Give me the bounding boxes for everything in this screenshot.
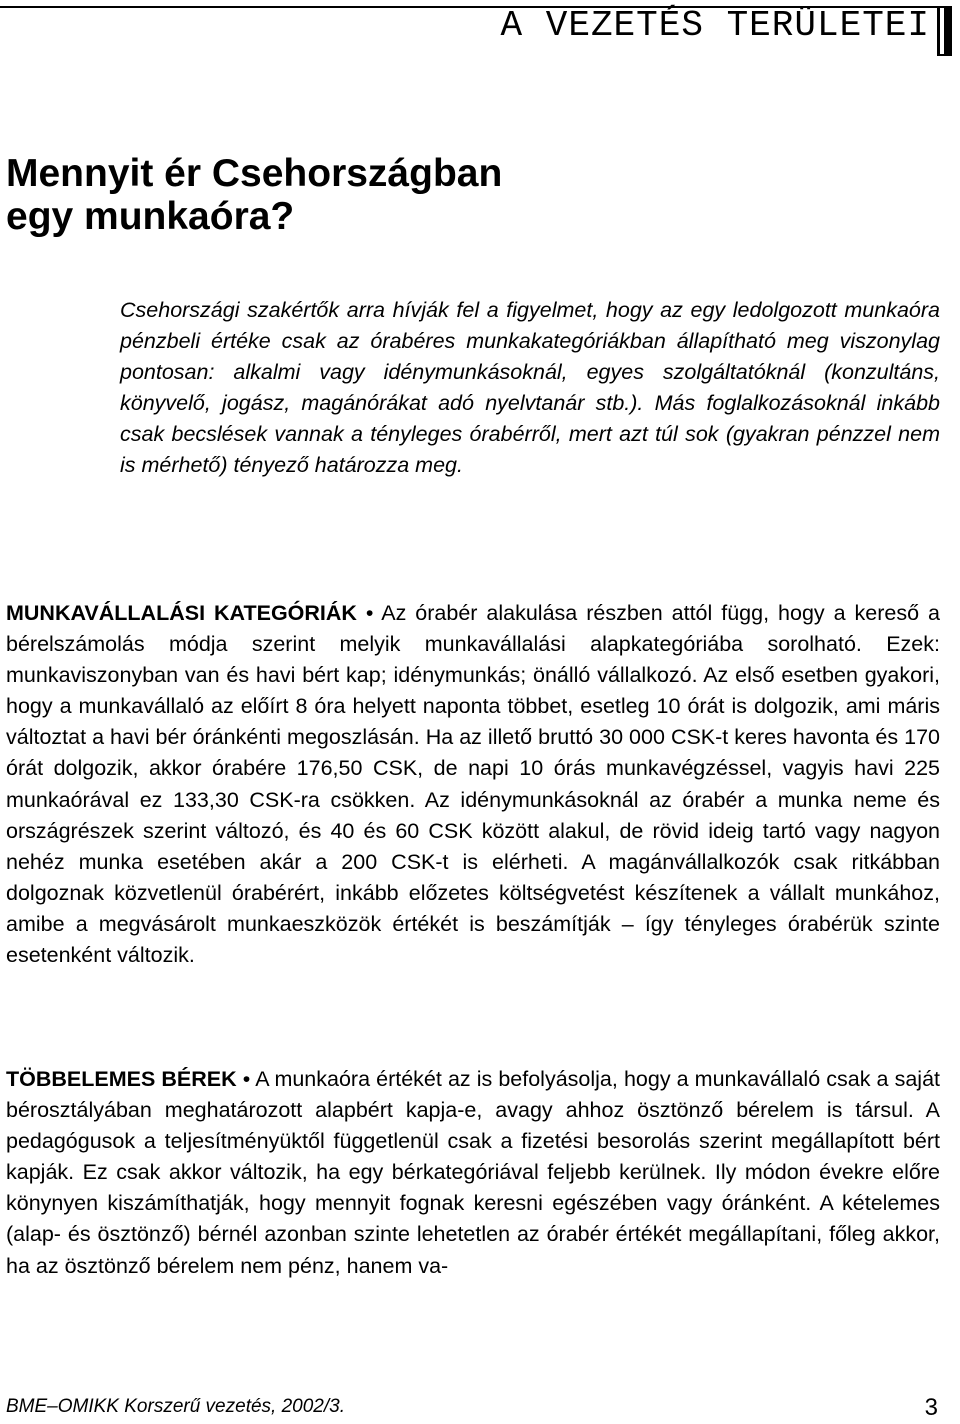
- header-underline: [938, 54, 952, 56]
- header-bar-thin: [937, 6, 940, 56]
- section-body: Az órabér alakulása részben attól függ, hogy a kereső a bérelszámolás módja szerint melyik munkavállalási alapkategóriába sorolható. Ezek: munkaviszonyban van és havi bért kap; idénymunkás; önálló vállalkozó. Az első esetben gyakori, hogy a munkavállaló az előírt 8 óra helyett naponta többet, esetleg 10 órát is dolgozik, ami máris változtat a havi bér óránkénti megoszlásán. Ha az illető bruttó 30 000 CSK-t keres havonta és 170 órát dolgozik, akkor órabére 176,50 CSK, de napi 10 órás munkavégzéssel, vagyis havi 225 munkaórával ez 133,30 CSK-ra csökken. Az idénymunkásoknál az órabér a munka neme és országrészek szerint változó, és 40 és 60 CSK között alakul, de rövid ideig tartó vagy nagyon nehéz munka esetében akár a 200 CSK-t is elérheti. A magánvállalkozók csak ritkábban dolgoznak közvetlenül órabérért, inkább előzetes költségvetést készítenek a vállalt munkához, amibe a megvásárolt munkaeszközök értékét is beszámítják – így tényleges órabérük szinte esetenként változik.: [6, 601, 940, 968]
- bullet-icon: •: [242, 1067, 251, 1091]
- section-munkavallalasi-kategoriak: [6, 598, 940, 971]
- article-title: Mennyit ér Csehországban egy munkaóra?: [6, 152, 503, 238]
- section-title: A VEZETÉS TERÜLETEI: [500, 5, 930, 46]
- header-bar-thick: [944, 6, 952, 56]
- page-number: 3: [924, 1394, 938, 1421]
- section-heading: TÖBBELEMES BÉREK: [6, 1067, 237, 1091]
- footer-source: BME–OMIKK Korszerű vezetés, 2002/3.: [6, 1396, 345, 1417]
- article-lead: Csehországi szakértők arra hívják fel a figyelmet, hogy az egy ledolgozott munkaóra pénzbeli értéke csak az órabéres munkakategóriákban állapítható meg viszonylag pontosan: alkalmi vagy idénymunkásoknál, egyes szolgáltatóknál (konzultáns, könyvelő, jogász, magánórákat adó nyelvtanár stb.). Más foglalkozásoknál inkább csak becslések vannak a tényleges órabérről, mert azt túl sok (gyakran pénzzel nem is mérhető) tényező határozza meg.: [120, 298, 940, 477]
- section-body: A munkaóra értékét az is befolyásolja, hogy a munkavállaló csak a saját bérosztályában meghatározott alapbért kapja-e, avagy ahhoz ösztönző bérelem is társul. A pedagógusok a teljesítményüktől függetlenül csak a fizetési besorolás szerint megállapított bért kapják. Ez csak akkor változik, ha egy bérkategóriával feljebb kerülnek. Ily módon évekre előre könynyen kiszámíthatják, hogy mennyit fognak keresni egészében vagy óránként. A kételemes (alap- és ösztönző) bérnél azonban szinte lehetetlen az órabér értékét megállapítani, főleg akkor, ha az ösztönző bérelem nem pénz, hanem va-: [6, 1067, 940, 1278]
- section-tobbelemes-berek: [6, 1064, 940, 1282]
- section-heading: MUNKAVÁLLALÁSI KATEGÓRIÁK: [6, 601, 357, 625]
- bullet-icon: •: [365, 601, 374, 625]
